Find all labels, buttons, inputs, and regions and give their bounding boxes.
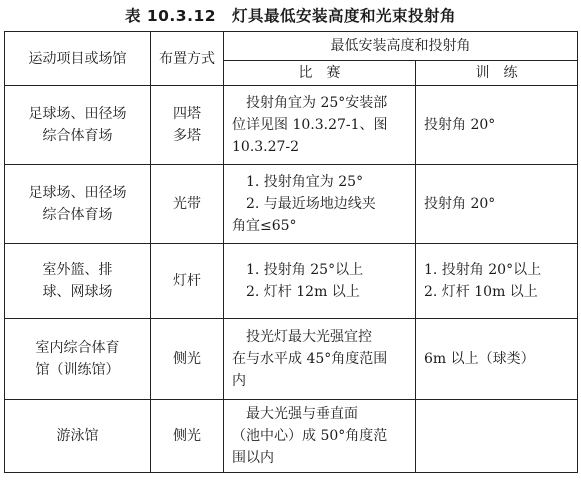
venue-cell bbox=[5, 244, 151, 319]
layout-cell bbox=[151, 165, 224, 244]
venue-cell bbox=[5, 400, 151, 473]
table-row bbox=[5, 400, 578, 473]
training-line: 2. 灯杆 10m 以上 bbox=[424, 284, 538, 300]
match-line: 1. 投射角宜为 25° bbox=[246, 174, 364, 190]
venue-line: 综合体育场 bbox=[42, 207, 113, 223]
venue-line: 室外篮、排 bbox=[42, 262, 113, 278]
venue-line: 足球场、田径场 bbox=[28, 106, 127, 122]
match-cell bbox=[224, 400, 416, 473]
venue-cell bbox=[5, 319, 151, 400]
venue-cell bbox=[5, 86, 151, 165]
layout-line: 光带 bbox=[173, 196, 201, 212]
match-line: 角宜≤65° bbox=[232, 218, 297, 234]
venue-line: 足球场、田径场 bbox=[28, 185, 127, 201]
training-line: 投射角 20° bbox=[424, 117, 496, 133]
header-training: 训 练 bbox=[416, 61, 578, 86]
match-line: （池中心）成 50°角度范 bbox=[232, 428, 388, 444]
venue-line: 综合体育场 bbox=[42, 128, 113, 144]
layout-cell bbox=[151, 86, 224, 165]
lighting-table bbox=[4, 31, 578, 473]
layout-line: 灯杆 bbox=[173, 273, 201, 289]
table-row bbox=[5, 319, 578, 400]
match-line: 最大光强与垂直面 bbox=[246, 406, 358, 422]
match-line: 投射角宜为 25°安装部 bbox=[246, 95, 388, 111]
header-venue: 运动项目或场馆 bbox=[5, 32, 151, 86]
match-cell bbox=[224, 244, 416, 319]
match-cell bbox=[224, 319, 416, 400]
layout-cell bbox=[151, 244, 224, 319]
training-line: 投射角 20° bbox=[424, 196, 496, 212]
match-cell bbox=[224, 165, 416, 244]
layout-cell bbox=[151, 400, 224, 473]
layout-line: 四塔 bbox=[173, 106, 201, 122]
match-line: 围以内 bbox=[232, 450, 274, 466]
match-cell bbox=[224, 86, 416, 165]
header-match: 比 赛 bbox=[224, 61, 416, 86]
venue-line: 游泳馆 bbox=[56, 428, 99, 444]
table-row bbox=[5, 86, 578, 165]
training-cell bbox=[416, 165, 578, 244]
match-line: 投光灯最大光强宜控 bbox=[246, 329, 372, 345]
venue-line: 球、网球场 bbox=[42, 284, 113, 300]
venue-line: 室内综合体育 bbox=[35, 340, 120, 356]
match-line: 10.3.27-2 bbox=[232, 139, 300, 155]
training-cell bbox=[416, 400, 578, 473]
match-line: 2. 与最近场地边线夹 bbox=[246, 196, 376, 212]
match-line: 1. 投射角 25°以上 bbox=[246, 262, 364, 278]
training-line: 6m 以上（球类） bbox=[424, 351, 535, 367]
layout-line: 侧光 bbox=[173, 351, 201, 367]
layout-line: 侧光 bbox=[173, 428, 201, 444]
training-cell bbox=[416, 244, 578, 319]
training-line: 1. 投射角 20°以上 bbox=[424, 262, 542, 278]
venue-line: 馆（训练馆） bbox=[35, 362, 120, 378]
table-row bbox=[5, 244, 578, 319]
match-line: 2. 灯杆 12m 以上 bbox=[246, 284, 360, 300]
layout-cell bbox=[151, 319, 224, 400]
training-cell bbox=[416, 319, 578, 400]
venue-cell bbox=[5, 165, 151, 244]
table-row bbox=[5, 165, 578, 244]
match-line: 在与水平成 45°角度范围 bbox=[232, 351, 388, 367]
header-height-angle: 最低安装高度和投射角 bbox=[224, 32, 578, 61]
match-line: 位详见图 10.3.27-1、图 bbox=[232, 117, 388, 133]
header-layout: 布置方式 bbox=[151, 32, 224, 86]
training-cell bbox=[416, 86, 578, 165]
match-line: 内 bbox=[232, 373, 246, 389]
layout-line: 多塔 bbox=[173, 128, 201, 144]
table-title: 表 10.3.12 灯具最低安装高度和光束投射角 bbox=[124, 7, 457, 25]
